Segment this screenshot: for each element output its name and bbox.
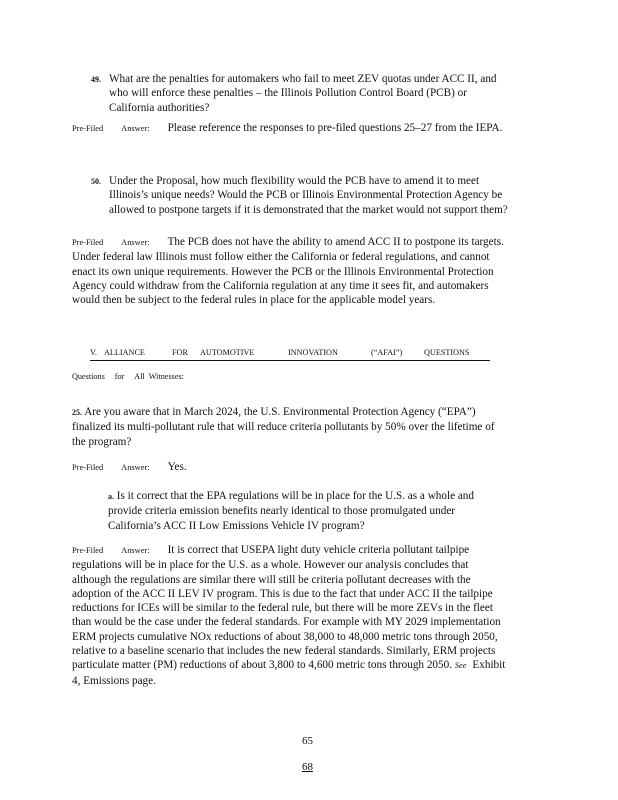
- question-25: [72, 405, 508, 449]
- answer-25a: [72, 543, 508, 688]
- heading-word: AUTOMOTIVE: [200, 348, 255, 357]
- answer-text: The PCB does not have the ability to amend ACC II to postpone its targets. Under federal law Illinois must follow either the California or federal regulations, and cannot enact its own unique requirements. However the PCB or the Illinois Environmental Protection Agency could withdraw from the California regulation at any time it sees fit, and automakers would then be subject to the federal rules in place for the applicable model years.: [72, 236, 504, 307]
- question-49: [91, 72, 511, 115]
- prefiled-label: Pre-Filed: [72, 124, 104, 133]
- question-text: Are you aware that in March 2024, the U.S. Environmental Protection Agency (“EPA”) finalized its multi-pollutant rule that will reduce criteria pollutants by 50% over the lifetime of the program?: [72, 406, 495, 448]
- answer-label: Answer:: [121, 238, 150, 247]
- subheading-word: Questions: [72, 372, 105, 381]
- answer-50: [72, 235, 508, 307]
- subheading-word: Witnesses:: [148, 372, 184, 381]
- question-number: 50.: [91, 177, 101, 186]
- prefiled-label: Pre-Filed: [72, 238, 104, 247]
- heading-word: (“AFAI”): [371, 348, 403, 357]
- heading-word: ALLIANCE: [104, 348, 145, 357]
- question-50: [91, 174, 511, 217]
- prefiled-label: Pre-Filed: [72, 546, 104, 555]
- section-numeral: V.: [90, 348, 97, 357]
- question-number: 49.: [91, 75, 101, 84]
- question-number: 25.: [72, 408, 82, 417]
- page-number-underlined: 68: [302, 761, 313, 773]
- answer-label: Answer:: [121, 546, 150, 555]
- subheading-word: All: [134, 372, 145, 381]
- answer-label: Answer:: [121, 124, 150, 133]
- see-signal: See: [454, 661, 467, 671]
- heading-word: FOR: [172, 348, 188, 357]
- prefiled-label: Pre-Filed: [72, 463, 104, 472]
- answer-49: [72, 121, 508, 136]
- heading-word: QUESTIONS: [424, 348, 470, 357]
- subheading: [72, 372, 194, 381]
- answer-25: [72, 460, 508, 475]
- heading-word: INNOVATION: [288, 348, 338, 357]
- answer-text: It is correct that USEPA light duty vehicle criteria pollutant tailpipe regulations will be in place for the U.S. as a whole. However our analysis concludes that although the regulations are similar there will still be criteria pollutant decreases with the adoption of the ACC II LEV IV program. This is due to the fact that under ACC II the tailpipe reductions for ICEs will be similar to the federal rule, but there will be more ZEVs in the fleet than would be the case under the federal standards. For example with MY 2029 implementation ERM projects cumulative NOx reductions of about 38,000 to 48,000 metric tons through 2050, relative to a baseline scenario that includes the new federal standards. Similarly, ERM projects particulate matter (PM) reductions of about 3,800 to 4,600 metric tons through 2050.: [72, 544, 501, 672]
- question-text: Is it correct that the EPA regulations will be in place for the U.S. as a whole and provide criteria emission benefits nearly identical to those promulgated under California’s ACC II Low Emissions Vehicle IV program?: [108, 490, 474, 532]
- exhibit-reference: Exhibit 4, Emissions page.: [72, 659, 506, 687]
- question-text: Under the Proposal, how much flexibility would the PCB have to amend it to meet Illinois’s unique needs? Would the PCB or Illinois Environmental Protection Agency be allowed to postpone targets if it is demonstrated that the market would not support them?: [109, 175, 508, 216]
- question-25a: [108, 489, 508, 533]
- question-number: a.: [108, 492, 114, 501]
- question-text: What are the penalties for automakers who fail to meet ZEV quotas under ACC II, and who will enforce these penalties – the Illinois Pollution Control Board (PCB) or California authorities?: [109, 73, 497, 114]
- answer-text: Please reference the responses to pre-filed questions 25–27 from the IEPA.: [167, 122, 503, 134]
- answer-text: Yes.: [167, 461, 187, 473]
- section-heading: [90, 347, 490, 361]
- page-number: 65: [302, 735, 313, 747]
- subheading-word: for: [114, 372, 125, 381]
- answer-label: Answer:: [121, 463, 150, 472]
